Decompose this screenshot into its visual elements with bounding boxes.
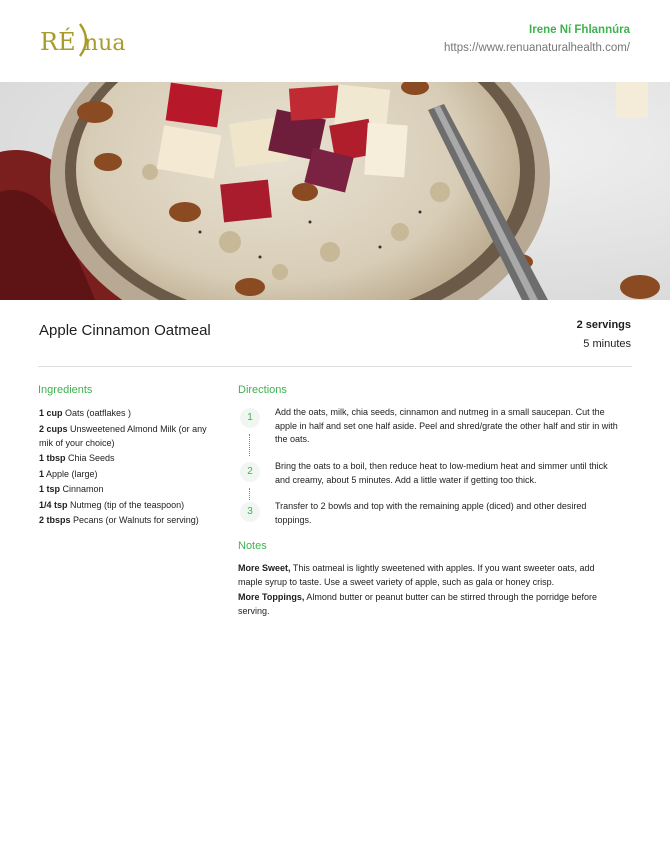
ingredient-qty: 1 tbsp — [39, 453, 66, 463]
site-url-link[interactable]: https://www.renuanaturalhealth.com/ — [443, 42, 630, 54]
prep-time: 5 minutes — [583, 338, 631, 350]
ingredients-heading: Ingredients — [38, 384, 93, 396]
step-connector — [249, 488, 250, 500]
ingredient-qty: 2 tbsps — [39, 515, 71, 525]
ingredient-item — [39, 498, 214, 512]
renua-logo[interactable] — [40, 20, 130, 60]
recipe-meta — [577, 316, 631, 354]
ingredient-qty: 1/4 tsp — [39, 499, 68, 510]
ingredients-list — [39, 406, 214, 529]
logo-text-right: nua — [84, 31, 126, 56]
note-text: This oatmeal is lightly sweetened with apples. If you want sweeter oats, add maple syrup to taste. Use a sweet variety of apple, such as gala or honey crisp. — [238, 563, 595, 587]
step-connector — [249, 434, 250, 456]
ingredient-item — [39, 451, 214, 465]
ingredient-name: Apple (large) — [46, 468, 98, 479]
oatmeal-bowl-illustration — [0, 82, 670, 300]
servings-count: 2 servings — [576, 319, 631, 331]
ingredient-item — [39, 422, 214, 450]
ingredient-item — [39, 513, 214, 527]
ingredient-item — [39, 482, 214, 496]
ingredient-qty: 2 cups — [39, 423, 68, 434]
logo-text-left: RÉ — [40, 28, 76, 56]
step-number: 3 — [240, 502, 260, 522]
step-number: 1 — [240, 408, 260, 428]
hero-image — [0, 82, 670, 300]
note-label: More Sweet, — [238, 563, 291, 573]
page-header — [0, 0, 670, 82]
ingredient-name: Chia Seeds — [68, 453, 115, 463]
step-text: Bring the oats to a boil, then reduce heat to low-medium heat and simmer until thick and creamy, about 5 minutes. Add a little water if getting too thick. — [275, 461, 608, 485]
ingredient-item — [39, 467, 214, 481]
note-item — [238, 562, 618, 589]
author-name[interactable]: Irene Ní Fhlannúra — [529, 24, 630, 36]
note-item — [238, 591, 618, 618]
ingredient-name: Cinnamon — [62, 484, 104, 494]
notes-list — [238, 562, 618, 620]
step-text: Add the oats, milk, chia seeds, cinnamon and nutmeg in a small saucepan. Cut the apple in half and set one half aside. Peel and shred/grate the other half and stir in with the oats. — [275, 407, 618, 444]
directions-heading: Directions — [238, 384, 287, 396]
ingredient-name: Oats (oatflakes ) — [65, 408, 132, 418]
ingredient-name: Unsweetened Almond Milk (or any mik of your choice) — [39, 423, 207, 448]
section-divider — [38, 366, 632, 367]
ingredient-qty: 1 tsp — [39, 484, 61, 494]
note-label: More Toppings, — [238, 592, 305, 602]
note-text: Almond butter or peanut butter can be stirred through the porridge before serving. — [238, 592, 598, 616]
ingredient-qty: 1 cup — [39, 408, 63, 418]
ingredient-name: Nutmeg (tip of the teaspoon) — [70, 499, 185, 510]
step-number: 2 — [240, 462, 260, 482]
ingredient-qty: 1 — [39, 468, 45, 479]
recipe-title: Apple Cinnamon Oatmeal — [39, 322, 211, 339]
ingredient-item — [39, 406, 214, 420]
ingredient-name: Pecans (or Walnuts for serving) — [73, 515, 199, 525]
notes-heading: Notes — [238, 540, 267, 552]
step-text: Transfer to 2 bowls and top with the remaining apple (diced) and other desired toppings. — [275, 501, 587, 525]
